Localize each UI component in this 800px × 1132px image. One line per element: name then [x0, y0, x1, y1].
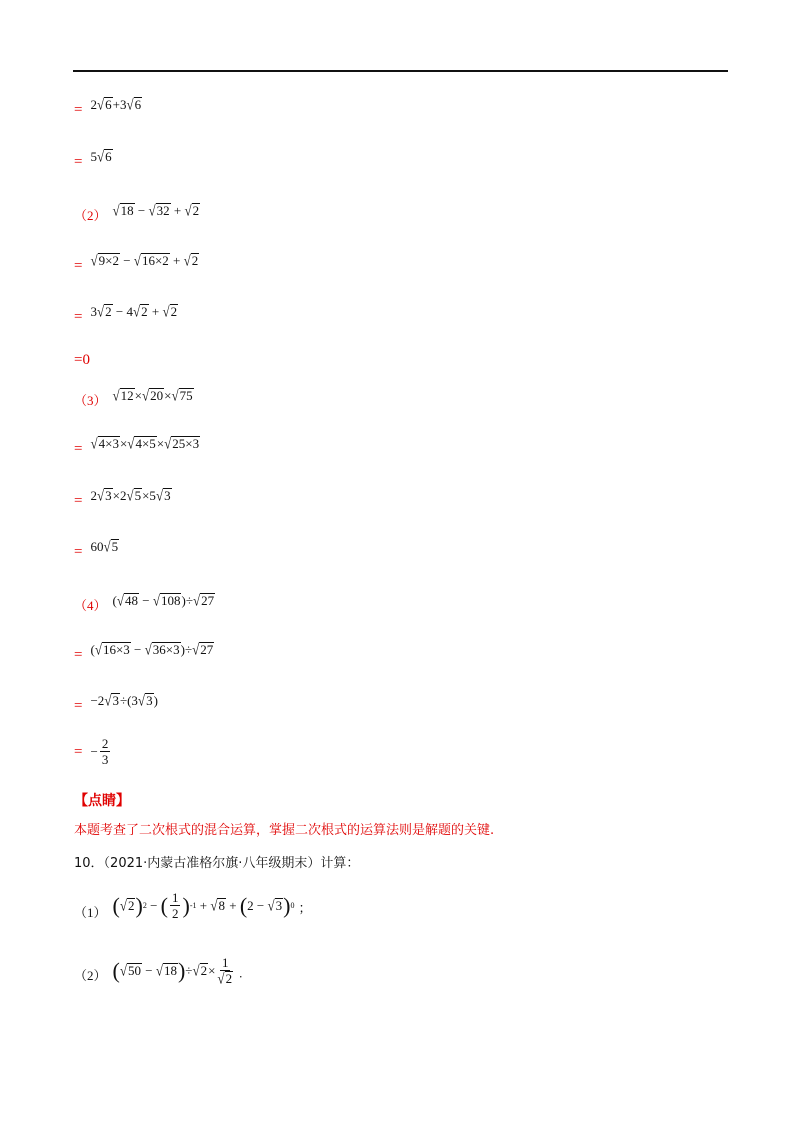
- math-expression: 2 √6 +3 √6: [90, 95, 142, 114]
- step-line-9: [74, 486, 172, 509]
- header-rule: [73, 70, 728, 72]
- equals-sign: =: [74, 493, 83, 509]
- equals-sign: =: [74, 647, 83, 663]
- math-expression: −2 √3 ÷(3 √3 ): [90, 691, 158, 710]
- problem-10-part-2: [74, 955, 242, 986]
- math-expression: √4×3 × √4×5 × √25×3: [90, 434, 200, 453]
- step-line-1: [74, 95, 142, 118]
- comment-title: 【点睛】: [74, 793, 130, 809]
- step-line-2: [74, 147, 113, 170]
- math-expression: ( √2 ) 2 − ( $\frac{1}{2}$ ) -1 + √8 + ( 2 − √3 ) 0: [112, 890, 295, 921]
- step-line-8: [74, 434, 200, 457]
- equals-sign: =: [74, 544, 83, 560]
- subproblem-label: （4）: [74, 598, 107, 613]
- step-line-10: [74, 537, 119, 560]
- math-expression: ( √50 − √18 ) ÷ √2 × $\frac{1}{√2}$: [112, 955, 233, 988]
- subproblem-4: [74, 590, 215, 613]
- math-expression: √18 − √32 + √2: [112, 201, 200, 220]
- equals-sign: =: [74, 698, 83, 714]
- equals-sign: =: [74, 441, 83, 457]
- problem-10-header: 10．（2021·内蒙古准格尔旗·八年级期末）计算：: [74, 856, 360, 871]
- step-line-4: [74, 251, 199, 274]
- equals-sign: =: [74, 309, 83, 325]
- equals-sign: =: [74, 102, 83, 118]
- fraction: $\frac{2}{3}$: [101, 736, 109, 767]
- step-line-6: =0: [74, 352, 90, 368]
- math-expression: √12 × √20 × √75: [112, 386, 193, 405]
- equals-sign: =: [74, 258, 83, 274]
- equals-sign: =: [74, 154, 83, 170]
- semicolon: ；: [298, 900, 312, 916]
- problem-10-part-1: [74, 890, 311, 921]
- step-line-5: [74, 302, 178, 325]
- math-expression: 3 √2 − 4 √2 + √2: [90, 302, 178, 321]
- subproblem-2: [74, 200, 200, 223]
- subproblem-3: [74, 385, 194, 408]
- math-expression: ( √48 − √108 )÷ √27: [112, 591, 215, 610]
- equals-sign: =: [74, 743, 83, 760]
- part-label: （1）: [74, 904, 107, 920]
- step-line-12: [74, 640, 214, 663]
- step-line-13: [74, 691, 158, 714]
- math-expression: − $\frac{2}{3}$: [90, 736, 109, 767]
- math-expression: 2 √3 ×2 √5 ×5 √3: [90, 486, 171, 505]
- subproblem-label: （3）: [74, 393, 107, 408]
- comment-body: 本题考查了二次根式的混合运算，掌握二次根式的运算法则是解题的关键.: [74, 823, 495, 838]
- math-expression: ( √16×3 − √36×3 )÷ √27: [90, 640, 214, 659]
- math-expression: 5 √6: [90, 147, 112, 166]
- math-expression: 60 √5: [90, 537, 119, 556]
- period: .: [239, 965, 243, 981]
- step-line-14: [74, 736, 112, 767]
- subproblem-label: （2）: [74, 208, 107, 223]
- part-label: （2）: [74, 967, 107, 983]
- math-expression: √9×2 − √16×2 + √2: [90, 251, 199, 270]
